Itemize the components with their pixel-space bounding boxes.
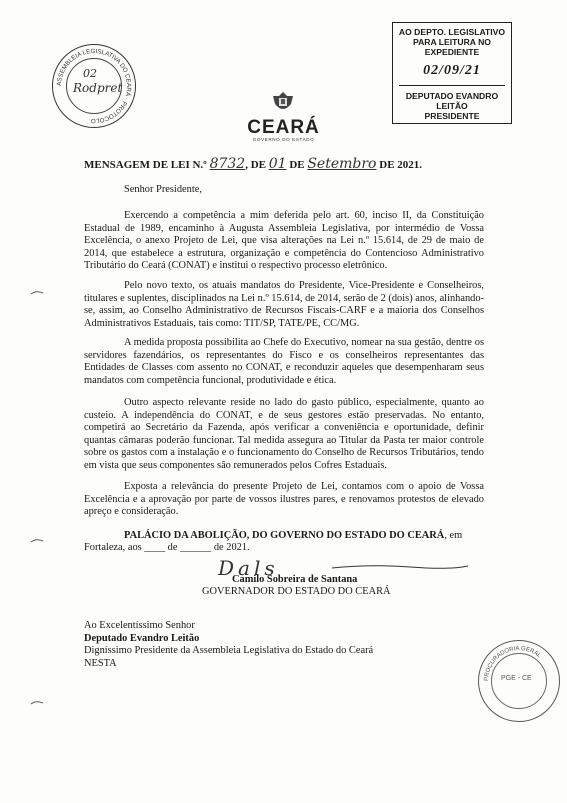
- stamp-line-3: DEPUTADO EVANDRO LEITÃO: [399, 85, 505, 111]
- signatory-name: Camilo Sobreira de Santana: [232, 574, 358, 585]
- stamp-date: 02/09/21: [423, 63, 481, 78]
- stamp-bottom-inner-text: PGE - CE: [501, 675, 532, 682]
- addressee-line-4: NESTA: [84, 657, 117, 669]
- paragraph-3: A medida proposta possibilita ao Chefe do Executivo, nomear na sua gestão, dentre os servidores fazendários, os representantes do Fisco e os conselheiros representantes das Entidades de Classes com assento no CONAT, e reconduzir aqueles que desempenharam seus mandatos com competência funcional, produtividade e ética.: [84, 337, 484, 386]
- message-heading: [84, 156, 422, 172]
- protocol-stamp-left: [52, 44, 136, 128]
- heading-year: DE 2021.: [379, 159, 423, 171]
- state-logo-subtitle: GOVERNO DO ESTADO: [252, 137, 315, 142]
- paragraph-5: Exposta a relevância do presente Projeto de Lei, contamos com o apoio de Vossa Excelência e a aprovação por parte de vossos ilustres pares, e renovamos protestos de elevado apreço e consideração.: [84, 481, 484, 518]
- heading-prefix: MENSAGEM DE LEI N.º: [84, 159, 207, 171]
- governor-signature: Dals: [218, 556, 279, 580]
- signatory-role: GOVERNADOR DO ESTADO DO CEARÁ: [202, 586, 391, 597]
- stamp-line-1: AO DEPTO. LEGISLATIVO: [398, 27, 506, 37]
- palace-line: PALÁCIO DA ABOLIÇÃO, DO GOVERNO DO ESTADO DO CEARÁ: [124, 530, 445, 541]
- heading-month: Setembro: [307, 156, 377, 172]
- heading-de-2: DE: [289, 159, 305, 171]
- addressee-block: [84, 620, 373, 670]
- margin-mark-3: [30, 700, 44, 706]
- palace-tail: , em: [444, 530, 463, 541]
- addressee-line-1: Ao Excelentíssimo Senhor: [84, 620, 195, 631]
- margin-mark-1: [30, 290, 44, 296]
- paragraph-4: Outro aspecto relevante reside no lado do gasto público, especialmente, quanto ao custeio. A independência do CONAT, e de seus gestores estão preservadas. No entanto, competirá ao Secretário da Fazenda, após verificar a conveniência e oportunidade, definir quantas câmaras poderão funcionar. Tal medida assegura ao Titular da Pasta ter maior controle sobre os gastos com a instalação e o funcionamento do Conselho de Recursos Tributários, tendo em vista que seus componentes são remunerados pelos Cofres Estaduais.: [84, 397, 484, 471]
- margin-mark-2: [30, 538, 44, 544]
- stamp-number: 02: [83, 67, 97, 80]
- stamp-line-2: PARA LEITURA NO EXPEDIENTE: [413, 37, 491, 57]
- protocol-stamp-bottom: [478, 640, 560, 722]
- svg-text:ASSEMBLEIA LEGISLATIVA DO CEAR: ASSEMBLEIA LEGISLATIVA DO CEARÁ · PROTOCOLO: [55, 47, 133, 125]
- addressee-line-2: Deputado Evandro Leitão: [84, 632, 200, 644]
- legislative-dispatch-stamp: [392, 22, 512, 124]
- paragraph-2: Pelo novo texto, os atuais mandatos do Presidente, Vice-Presidente e Conselheiros, titulares e suplentes, disciplinados na Lei n.º 15.614, de 2014, serão de 2 (dois) anos, alinhando-se, assim, ao Conselho Administrativo de Recursos Fiscais-CARF e a maioria dos Conselhos Administrativos Estaduais, tais como: TIT/SP, TATE/PE, CC/MG.: [84, 280, 484, 329]
- signature-stroke: [330, 562, 470, 572]
- coat-of-arms-icon: [269, 90, 297, 116]
- closing-block: [84, 529, 484, 542]
- heading-day: 01: [268, 156, 287, 172]
- addressee-line-3: Digníssimo Presidente da Assembleia Legislativa do Estado do Ceará: [84, 645, 374, 657]
- svg-text:PROCURADORIA GERAL: PROCURADORIA GERAL: [483, 645, 542, 682]
- paragraph-1: Exercendo a competência a mim deferida pelo art. 60, inciso II, da Constituição Estadual de 1989, encaminho à Augusta Assembleia Legislativa, por intermédio de Vossa Excelência, o anexo Projeto de Lei, que visa alterações na Lei n.º 15.614, de 29 de maio de 2014, que estabelece a estrutura, organização e competência do Contencioso Administrativo Tributário do Ceará (CONAT) e institui o respectivo processo eletrônico.: [84, 210, 484, 272]
- place-date: Fortaleza, aos ____ de ______ de 2021.: [84, 542, 250, 553]
- heading-number: 8732: [209, 156, 246, 172]
- heading-de-1: , DE: [245, 159, 266, 171]
- stamp-line-4: PRESIDENTE: [424, 111, 480, 121]
- stamp-signature: Rodpret: [73, 81, 123, 95]
- salutation: Senhor Presidente,: [124, 184, 202, 195]
- state-logo-title: CEARÁ: [247, 117, 320, 138]
